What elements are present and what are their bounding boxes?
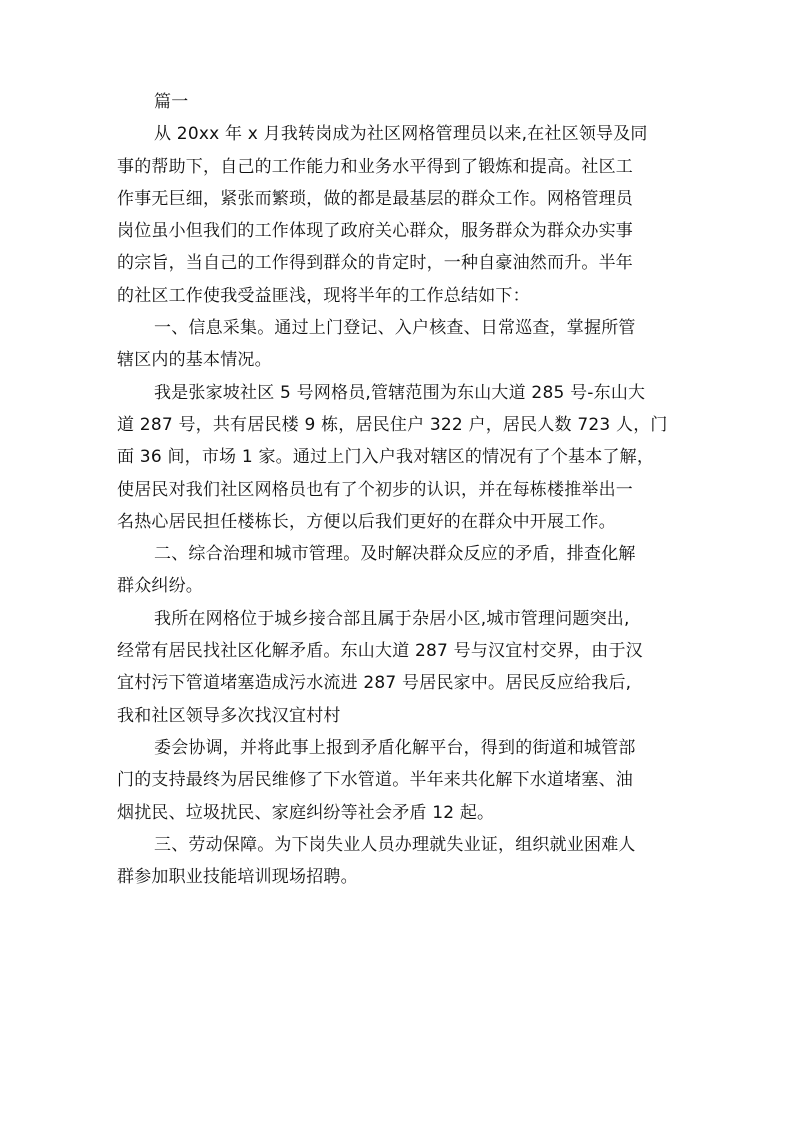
body-line: 三、劳动保障。为下岗失业人员办理就失业证，组织就业困难人 [154,834,636,855]
body-line: 门的支持最终为居民维修了下水管道。半年来共化解下水道堵塞、油 [117,770,633,791]
body-line: 一、信息采集。通过上门登记、入户核查、日常巡查，掌握所管 [154,318,636,339]
document-body [117,86,677,893]
body-line: 使居民对我们社区网格员也有了个初步的认识，并在每栋楼推举出一 [117,479,633,500]
body-line: 名热心居民担任楼栋长，方便以后我们更好的在群众中开展工作。 [117,511,616,532]
body-line: 经常有居民找社区化解矛盾。东山大道 287 号与汉宜村交界，由于汉 [117,641,643,662]
body-line: 群参加职业技能培训现场招聘。 [117,867,358,888]
body-line: 我和社区领导多次找汉宜村村 [117,705,341,726]
body-line: 事的帮助下，自己的工作能力和业务水平得到了锻炼和提高。社区工 [117,156,633,177]
body-line: 我所在网格位于城乡接合部且属于杂居小区,城市管理问题突出, [154,608,630,629]
body-line: 的宗旨，当自己的工作得到群众的肯定时，一种自豪油然而升。半年 [117,253,633,274]
body-line: 群众纠纷。 [117,576,203,597]
body-line: 面 36 间，市场 1 家。通过上门入户我对辖区的情况有了个基本了解， [117,447,655,468]
body-line: 道 287 号，共有居民楼 9 栋，居民住户 322 户，居民人数 723 人，门 [117,414,668,435]
body-line: 委会协调，并将此事上报到矛盾化解平台，得到的街道和城管部 [154,737,636,758]
body-line: 我是张家坡社区 5 号网格员,管辖范围为东山大道 285 号-东山大 [154,382,646,403]
section-heading: 篇一 [154,92,189,112]
body-line: 烟扰民、垃圾扰民、家庭纠纷等社会矛盾 12 起。 [117,802,495,823]
body-line: 从 20xx 年 x 月我转岗成为社区网格管理员以来,在社区领导及同 [154,124,648,145]
body-line: 二、综合治理和城市管理。及时解决群众反应的矛盾，排查化解 [154,544,636,565]
body-line: 的社区工作使我受益匪浅，现将半年的工作总结如下： [117,285,530,306]
body-line: 宜村污下管道堵塞造成污水流进 287 号居民家中。居民反应给我后, [117,673,632,694]
body-line: 辖区内的基本情况。 [117,350,272,371]
body-line: 作事无巨细，紧张而繁琐，做的都是最基层的群众工作。网格管理员 [117,188,633,209]
body-line: 岗位虽小但我们的工作体现了政府关心群众，服务群众为群众办实事 [117,221,633,242]
